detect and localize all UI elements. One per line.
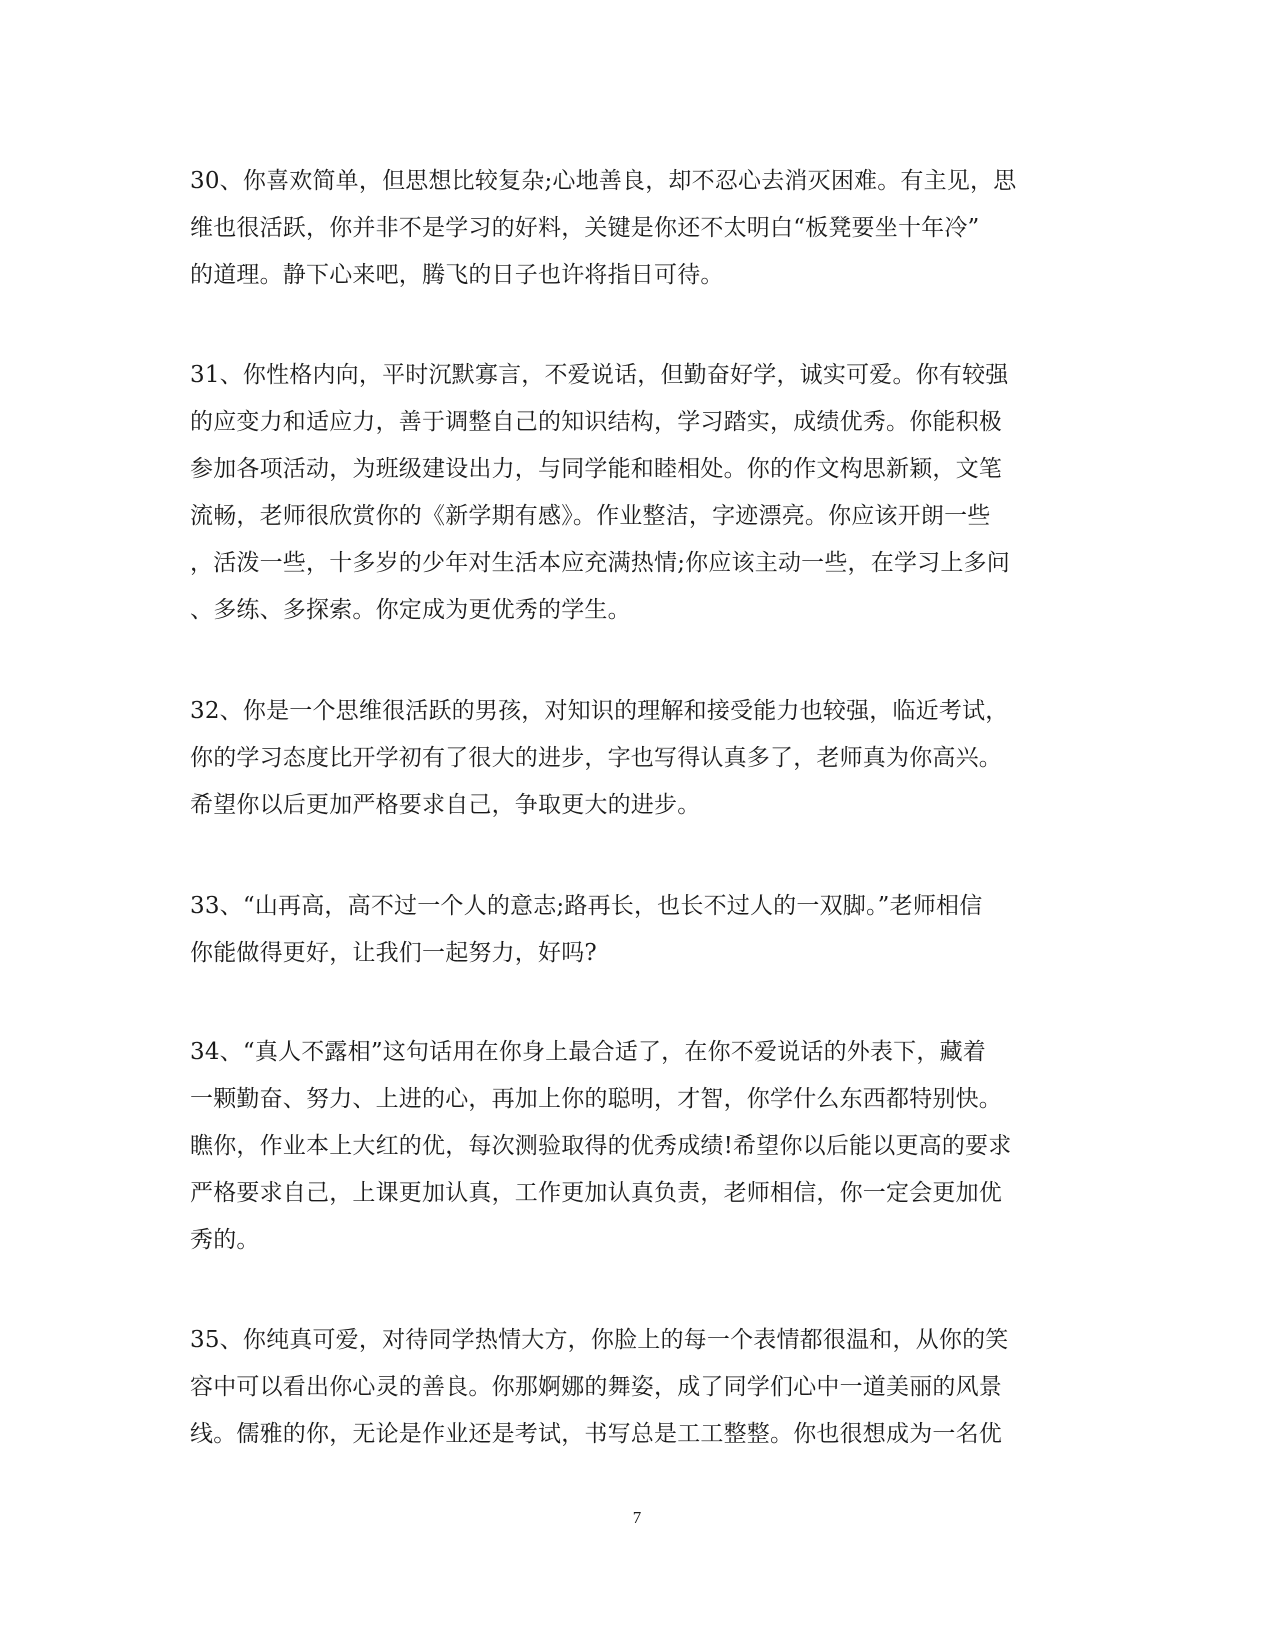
paragraph-line: 瞧你，作业本上大红的优，每次测验取得的优秀成绩!希望你以后能以更高的要求 [190,1133,1012,1159]
paragraph-line: 32、你是一个思维很活跃的男孩，对知识的理解和接受能力也较强，临近考试， [190,698,1009,724]
comment-paragraph-31 [190,352,1082,634]
paragraph-line: 你能做得更好，让我们一起努力，好吗? [190,940,597,966]
paragraph-line: 严格要求自己，上课更加认真，工作更加认真负责，老师相信，你一定会更加优 [190,1180,1002,1206]
paragraph-line: 希望你以后更加严格要求自己，争取更大的进步。 [190,792,701,818]
paragraph-line: 秀的。 [190,1227,260,1253]
comment-paragraph-33 [190,883,1082,977]
paragraph-line: 35、你纯真可爱，对待同学热情大方，你脸上的每一个表情都很温和，从你的笑 [190,1327,1009,1353]
paragraph-line: ，活泼一些，十多岁的少年对生活本应充满热情;你应该主动一些，在学习上多问 [190,550,1010,576]
paragraph-line: 你的学习态度比开学初有了很大的进步，字也写得认真多了，老师真为你高兴。 [190,745,1002,771]
paragraph-line: 容中可以看出你心灵的善良。你那婀娜的舞姿，成了同学们心中一道美丽的风景 [190,1374,1002,1400]
paragraph-line: 34、“真人不露相”这句话用在你身上最合适了，在你不爱说话的外表下，藏着 [190,1039,986,1065]
paragraph-line: 一颗勤奋、努力、上进的心，再加上你的聪明，才智，你学什么东西都特别快。 [190,1086,1002,1112]
paragraph-line: 33、“山再高，高不过一个人的意志;路再长，也长不过人的一双脚。”老师相信 [190,893,983,919]
paragraph-line: 的道理。静下心来吧，腾飞的日子也许将指日可待。 [190,262,724,288]
paragraph-line: 31、你性格内向，平时沉默寡言，不爱说话，但勤奋好学，诚实可爱。你有较强 [190,362,1009,388]
paragraph-line: 的应变力和适应力，善于调整自己的知识结构，学习踏实，成绩优秀。你能积极 [190,409,1002,435]
paragraph-line: 参加各项活动，为班级建设出力，与同学能和睦相处。你的作文构思新颖，文笔 [190,456,1002,482]
paragraph-line: 流畅，老师很欣赏你的《新学期有感》。作业整洁，字迹漂亮。你应该开朗一些 [190,503,991,529]
paragraph-line: 、多练、多探索。你定成为更优秀的学生。 [190,597,631,623]
comment-paragraph-35 [190,1317,1082,1458]
paragraph-line: 维也很活跃，你并非不是学习的好料，关键是你还不太明白“板凳要坐十年冷” [190,215,980,241]
paragraph-line: 30、你喜欢简单，但思想比较复杂;心地善良，却不忍心去消灭困难。有主见，思 [190,168,1017,194]
comment-paragraph-30 [190,158,1082,299]
comment-paragraph-34 [190,1029,1082,1264]
comment-paragraph-32 [190,688,1082,829]
page-number: 7 [632,1508,642,1527]
paragraph-line: 线。儒雅的你，无论是作业还是考试，书写总是工工整整。你也很想成为一名优 [190,1421,1002,1447]
